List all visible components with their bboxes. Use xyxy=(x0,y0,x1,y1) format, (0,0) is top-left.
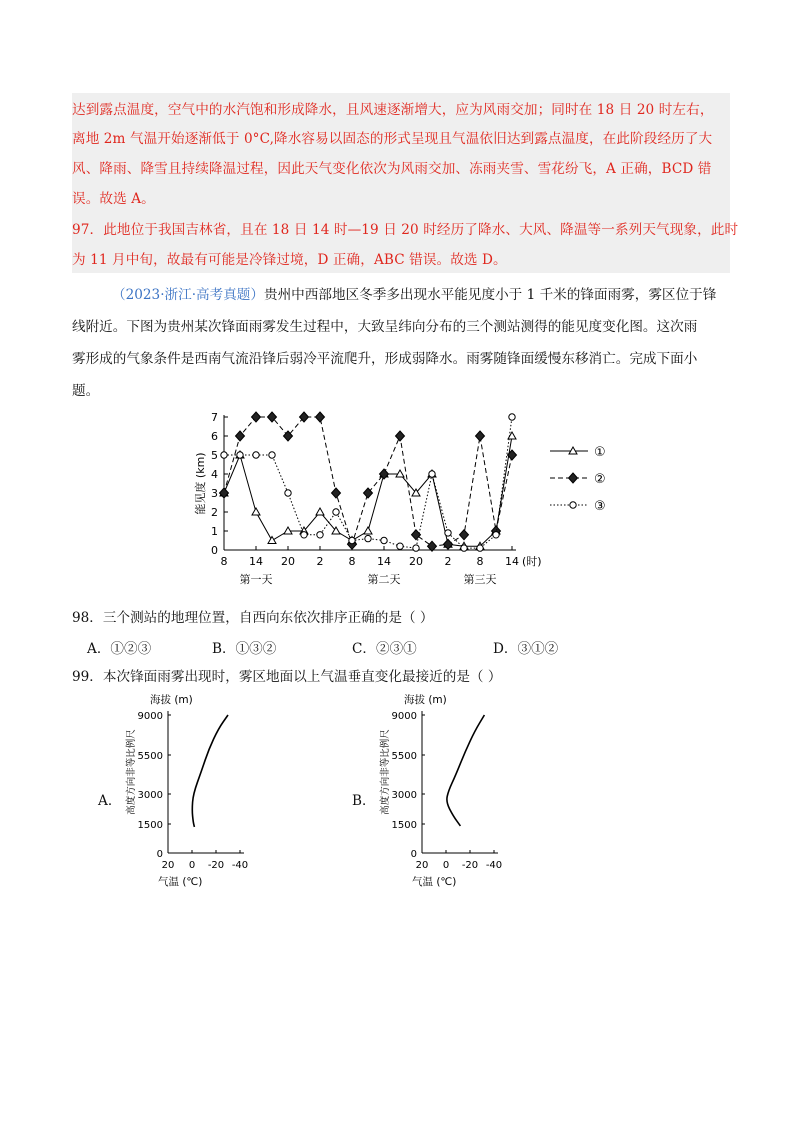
graph-b-x-tick-label: 0 xyxy=(442,860,450,871)
graph-a-y-tick-label: 1500 xyxy=(137,820,163,831)
q98-option-a[interactable]: A．①②③ xyxy=(87,641,152,657)
legend-label-1: ① xyxy=(594,445,606,460)
question-intro-line-2: 线附近。下图为贵州某次锋面雨雾发生过程中，大致呈纬向分布的三个测站测得的能见度变化图。这次雨 xyxy=(72,319,698,335)
q98-option-c[interactable]: C．②③① xyxy=(352,641,417,657)
y-tick-label: 7 xyxy=(211,411,218,424)
series-3-point xyxy=(285,490,291,496)
series-3-point xyxy=(333,509,339,515)
graph-b-axis-title: 海拔 (m) xyxy=(404,694,447,706)
q98-stem: 98．三个测站的地理位置，自西向东依次排序正确的是（ ） xyxy=(72,610,434,626)
q98-option-b[interactable]: B．①③② xyxy=(212,641,277,657)
graph-a-x-tick-label: 0 xyxy=(188,860,196,871)
x-tick-label: 14 xyxy=(377,555,391,568)
series-3-point xyxy=(317,532,323,538)
question-intro-line-1 xyxy=(112,283,716,303)
chart-axes xyxy=(193,411,542,586)
x-tick-label: 8 xyxy=(476,555,484,568)
graph-a-x-tick-label: -40 xyxy=(231,860,249,871)
graph-a-y-tick-label: 9000 xyxy=(137,711,163,722)
graph-a-x-axis-title: 气温 (℃) xyxy=(158,876,203,888)
series-3-point xyxy=(381,537,387,543)
y-tick-label: 0 xyxy=(211,544,218,557)
graph-b-x-tick-label: 20 xyxy=(415,860,429,871)
series-3-point xyxy=(349,537,355,543)
question-source: （2023·浙江·高考真题） xyxy=(112,287,264,303)
graph-b-x-tick-label: -20 xyxy=(461,860,479,871)
graph-a-y-tick-label: 5500 xyxy=(137,751,163,762)
chart-series xyxy=(220,412,517,551)
answer-line-2: 离地 2m 气温开始逐渐低于 0°C,降水容易以固态的形式呈现且气温依旧达到露点温度，在此阶段经历了大 xyxy=(72,131,713,147)
series-3-point xyxy=(461,545,467,551)
answer-explanation-background xyxy=(72,93,730,273)
graph-a-x-tick-label: 20 xyxy=(161,860,175,871)
graph-b-y-tick-label: 3000 xyxy=(391,790,417,801)
y-tick-label: 3 xyxy=(211,487,218,500)
graph-b-y-tick-label: 0 xyxy=(410,849,417,860)
graph-a-axis-title: 海拔 (m) xyxy=(150,694,193,706)
legend-label-2: ② xyxy=(594,472,606,487)
y-axis-title: 能见度 (km) xyxy=(194,452,207,515)
x-unit-label: (时) xyxy=(522,555,542,568)
series-3-point xyxy=(445,530,451,536)
series-3-point xyxy=(413,545,419,551)
q98-option-d[interactable]: D．③①② xyxy=(493,641,559,657)
x-tick-label: 8 xyxy=(220,555,228,568)
question-intro-line-4: 题。 xyxy=(72,383,100,399)
graph-b-x-axis-title: 气温 (℃) xyxy=(412,876,457,888)
series-2-point xyxy=(460,530,469,540)
legend-label-3: ③ xyxy=(594,499,606,514)
series-2-point xyxy=(332,488,341,498)
series-3-point xyxy=(493,532,499,538)
series-3-point xyxy=(221,452,227,458)
y-tick-label: 4 xyxy=(211,468,218,481)
answer-line-4: 误。故选 A。 xyxy=(72,191,155,207)
series-2-point xyxy=(316,412,325,422)
question-intro-line-3: 雾形成的气象条件是西南气流沿锋后弱冷平流爬升，形成弱降水。雨雾随锋面缓慢东移消亡。完成下面小 xyxy=(72,351,698,367)
answer-line-5: 97．此地位于我国吉林省，且在 18 日 14 时—19 日 20 时经历了降水、大风、降温等一系列天气现象，此时 xyxy=(72,222,739,238)
graph-a-y-tick-label: 3000 xyxy=(137,790,163,801)
graph-a-y-tick-label: 0 xyxy=(156,849,163,860)
y-tick-label: 5 xyxy=(211,449,218,462)
series-2-point xyxy=(396,431,405,441)
series-3-point xyxy=(397,543,403,549)
legend-marker-3 xyxy=(570,502,576,508)
series-3-point xyxy=(365,535,371,541)
series-3-point xyxy=(477,545,483,551)
graph-b-y-tick-label: 9000 xyxy=(391,711,417,722)
series-1-point xyxy=(364,527,372,534)
x-tick-label: 14 xyxy=(249,555,263,568)
y-tick-label: 6 xyxy=(211,430,218,443)
x-tick-label: 8 xyxy=(348,555,356,568)
series-2-point xyxy=(236,431,245,441)
series-3-point xyxy=(509,414,515,420)
series-3-point xyxy=(269,452,275,458)
day-label: 第一天 xyxy=(239,573,273,586)
graph-a-temperature-curve xyxy=(192,715,228,827)
series-3-point xyxy=(429,471,435,477)
series-1-point xyxy=(268,537,276,544)
q99-option-a-graph[interactable] xyxy=(118,690,268,895)
q99-option-b-graph[interactable] xyxy=(372,690,522,895)
day-label: 第三天 xyxy=(463,573,497,586)
x-tick-label: 2 xyxy=(316,555,324,568)
answer-line-1: 达到露点温度，空气中的水汽饱和形成降水，且风速逐渐增大，应为风雨交加；同时在 18 日 20 时左右， xyxy=(72,102,714,118)
y-tick-label: 2 xyxy=(211,506,218,519)
series-1-point xyxy=(252,508,260,515)
series-3-point xyxy=(237,452,243,458)
q99-option-b-letter[interactable]: B． xyxy=(352,793,376,809)
series-2-point xyxy=(508,450,517,460)
visibility-line-chart xyxy=(190,405,620,595)
graph-a-x-tick-label: -20 xyxy=(207,860,225,871)
graph-b-temperature-curve xyxy=(447,715,485,826)
chart-legend xyxy=(550,445,606,514)
day-label: 第二天 xyxy=(367,573,401,586)
answer-line-6: 为 11 月中旬，故最有可能是冷锋过境，D 正确，ABC 错误。故选 D。 xyxy=(72,252,507,268)
series-1-point xyxy=(316,508,324,515)
series-3-point xyxy=(253,452,259,458)
x-tick-label: 2 xyxy=(444,555,452,568)
graph-b-x-tick-label: -40 xyxy=(485,860,503,871)
graph-a-scale-note: 高度方向非等比例尺 xyxy=(126,729,137,815)
answer-line-3: 风、降雨、降雪且持续降温过程，因此天气变化依次为风雨交加、冻雨夹雪、雪花纷飞，A 正确，BCD 错 xyxy=(72,161,712,177)
question-intro-text-1: 贵州中西部地区冬季多出现水平能见度小于 1 千米的锋面雨雾，雾区位于锋 xyxy=(264,287,717,303)
q99-stem: 99．本次锋面雨雾出现时，雾区地面以上气温垂直变化最接近的是（ ） xyxy=(72,669,502,685)
series-3-point xyxy=(301,532,307,538)
series-2-point xyxy=(252,412,261,422)
graph-b-scale-note: 高度方向非等比例尺 xyxy=(380,729,391,815)
graph-b-y-tick-label: 5500 xyxy=(391,751,417,762)
q99-option-a-letter[interactable]: A． xyxy=(98,793,122,809)
x-tick-label: 20 xyxy=(281,555,295,568)
x-tick-label: 14 xyxy=(505,555,519,568)
series-2-point xyxy=(412,530,421,540)
legend-marker-2 xyxy=(569,473,578,483)
y-tick-label: 1 xyxy=(211,525,218,538)
graph-b-y-tick-label: 1500 xyxy=(391,820,417,831)
x-tick-label: 20 xyxy=(409,555,423,568)
series-2-point xyxy=(476,431,485,441)
